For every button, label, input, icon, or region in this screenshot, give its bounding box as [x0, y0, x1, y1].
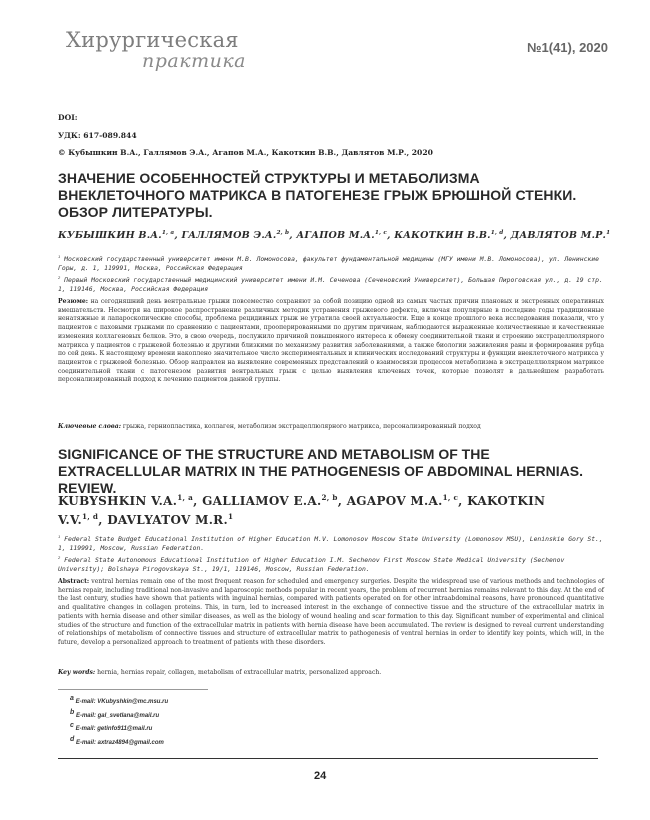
abstract-en: Abstract: ventral hernias remain one of the most frequent reason for scheduled and emergency surgeries. Despite the widespread use of various methods and technologies of hernias repair, including traditional non-invasive and laparoscopic methods popular in recent years, the problem of recurrent hernias remains relevant to this day. At the end of the last century, studies have shown that patients with inguinal hernias, compared with patients operated on for other intraabdominal reasons, have pronounced quantitative and qualitative changes in collagen proteins. This, in turn, led to increased interest in the exchange of connective tissue and the structure of the extracellular matrix in patients with hernia disease and other similar diseases, as well as the biology of wound healing and scar formation to this day. Significant number of experimental and clinical studies of the structure and function of the extracellular matrix in patients with hernia disease have been accumulated. The review is designed to reveal current understanding of relationships of metabolism of connective tissues and structure of extracellular matrix to pathogenesis of ventral hernias in order to identify key points, which will, in the future, develop a personalized approach to treatment of patients with these disorders. — [58, 578, 605, 646]
abstract-ru: Резюме: на сегодняшний день вентральные грыжи повсеместно сохраняют за собой позицию одной из самых частых причин плановых и экстренных оперативных вмешательств. Несмотря на широкое распространение различных методик устранения грыжевого дефекта, включая популярные в последние годы традиционные ненатяжные и лапароскопические способы, проблема рецидивных грыж не утратила своей актуальности. Еще в конце прошлого века исследования показали, что у пациентов с паховыми грыжами по сравнению с пациентами, прооперированными по другим причинам, наблюдаются выраженные количественные и качественные изменения коллагеновых белков. Это, в свою очередь, послужило причиной повышенного интереса к обмену соединительной ткани и строению экстрацеллюлярного матрикса у пациентов с грыжевой болезнью и другими близкими по механизму развития заболеваниями, а также биологии заживления раны и формирования рубца по сей день. К настоящему времени накоплено значительное число экспериментальных и клинических исследований структуры и функции внеклеточного матрикса у пациентов с грыжевой болезнью. Обзор направлен на выявление современных представлений о взаимосвязи процессов метаболизма в экстрацеллюлярном матриксе соединительной ткани с патогенезом развития вентральных грыж с целью выявления ключевых точек, которые позволят в дальнейшем разработать персонализированный подход к лечению пациентов данной группы. — [58, 298, 604, 384]
email-footnote: $^b$ E-mail: gal_svetlana@mail.ru — [70, 708, 160, 719]
affiliations-en — [58, 532, 610, 574]
copyright: © Кубышкин В.А., Галлямов Э.А., Агапов М.А., Какоткин В.В., Давлятов М.Р., 2020 — [58, 148, 433, 157]
email-footnote: $^c$ E-mail: getinfo911@mail.ru — [70, 722, 153, 733]
authors-ru: КУБЫШКИН В.А.$^{1, a}$, ГАЛЛЯМОВ Э.А.$^{2, b}$, АГАПОВ М.А.$^{1, c}$, КАКОТКИН В.В.$^{1, d}$, ДАВЛЯТОВ М.Р.$^1$ — [58, 230, 611, 242]
journal-title: Хирургическая — [66, 28, 239, 52]
authors-en: KUBYSHKIN V.A.$^{1, a}$, GALLIAMOV E.A.$^{2, b}$, AGAPOV M.A.$^{1, c}$, KAKOTKIN V.V.$^{1, d}$, DAVLYATOV M.R.$^1$ — [58, 493, 546, 527]
udk: УДК: 617-089.844 — [58, 131, 137, 140]
keywords-ru: Ключевые слова: грыжа, герниопластика, коллаген, метаболизм экстрацеллюлярного матрикса, персонализированный подход — [58, 423, 481, 430]
issue-number: №1(41), 2020 — [527, 40, 608, 55]
footnote-divider — [58, 689, 208, 690]
journal-subtitle: практика — [142, 50, 247, 72]
email-footnote: $^d$ E-mail: axtraz4894@gmail.com — [70, 735, 164, 746]
affiliations-ru — [58, 252, 610, 294]
page-number: 24 — [314, 770, 327, 782]
affiliation: $^2$ Первый Московский государственный медицинский университет имени И.М. Сеченова (Сеченовский Университет), Большая Пироговская ул., д. 19 стр. 1, 119146, Москва, Российская Федерация — [58, 275, 603, 294]
affiliation: $^2$ Federal State Autonomous Educational Institution of Higher Education I.M. Sechenov First Moscow State Medical University (Sechenov University); Bolshaya Pirogovskaya St., 19/1, 119146, Moscow, Russian Federation. — [58, 555, 565, 574]
title-ru: ЗНАЧЕНИЕ ОСОБЕННОСТЕЙ СТРУКТУРЫ И МЕТАБОЛИЗМА ВНЕКЛЕТОЧНОГО МАТРИКСА В ПАТОГЕНЕЗЕ ГРЫЖ БРЮШНОЙ СТЕНКИ. ОБЗОР ЛИТЕРАТУРЫ. — [58, 170, 577, 220]
title-en: SIGNIFICANCE OF THE STRUCTURE AND METABOLISM OF THE EXTRACELLULAR MATRIX IN THE PATHOGENESIS OF ABDOMINAL HERNIAS. REVIEW. — [58, 446, 584, 496]
affiliation: $^1$ Federal State Budget Educational Institution of Higher Education M.V. Lomonosov Moscow State University (Lomonosov MSU), Leninskie Gory St., 1, 119991, Moscow, Russian Federation. — [58, 534, 603, 553]
keywords-en: Key words: hernia, hernias repair, collagen, metabolism of extracellular matrix, personalized approach. — [58, 669, 382, 676]
email-footnotes — [70, 694, 168, 748]
bottom-divider — [58, 758, 598, 759]
doi: DOI: — [58, 113, 78, 122]
email-footnote: $^a$ E-mail: VKubyshkin@mc.msu.ru — [70, 695, 169, 705]
affiliation: $^1$ Московский государственный университет имени М.В. Ломоносова, факультет фундаментальной медицины (МГУ имени М.В. Ломоносова), ул. Ленинские Горы, д. 1, 119991, Москва, Российская Федерация — [58, 254, 599, 273]
